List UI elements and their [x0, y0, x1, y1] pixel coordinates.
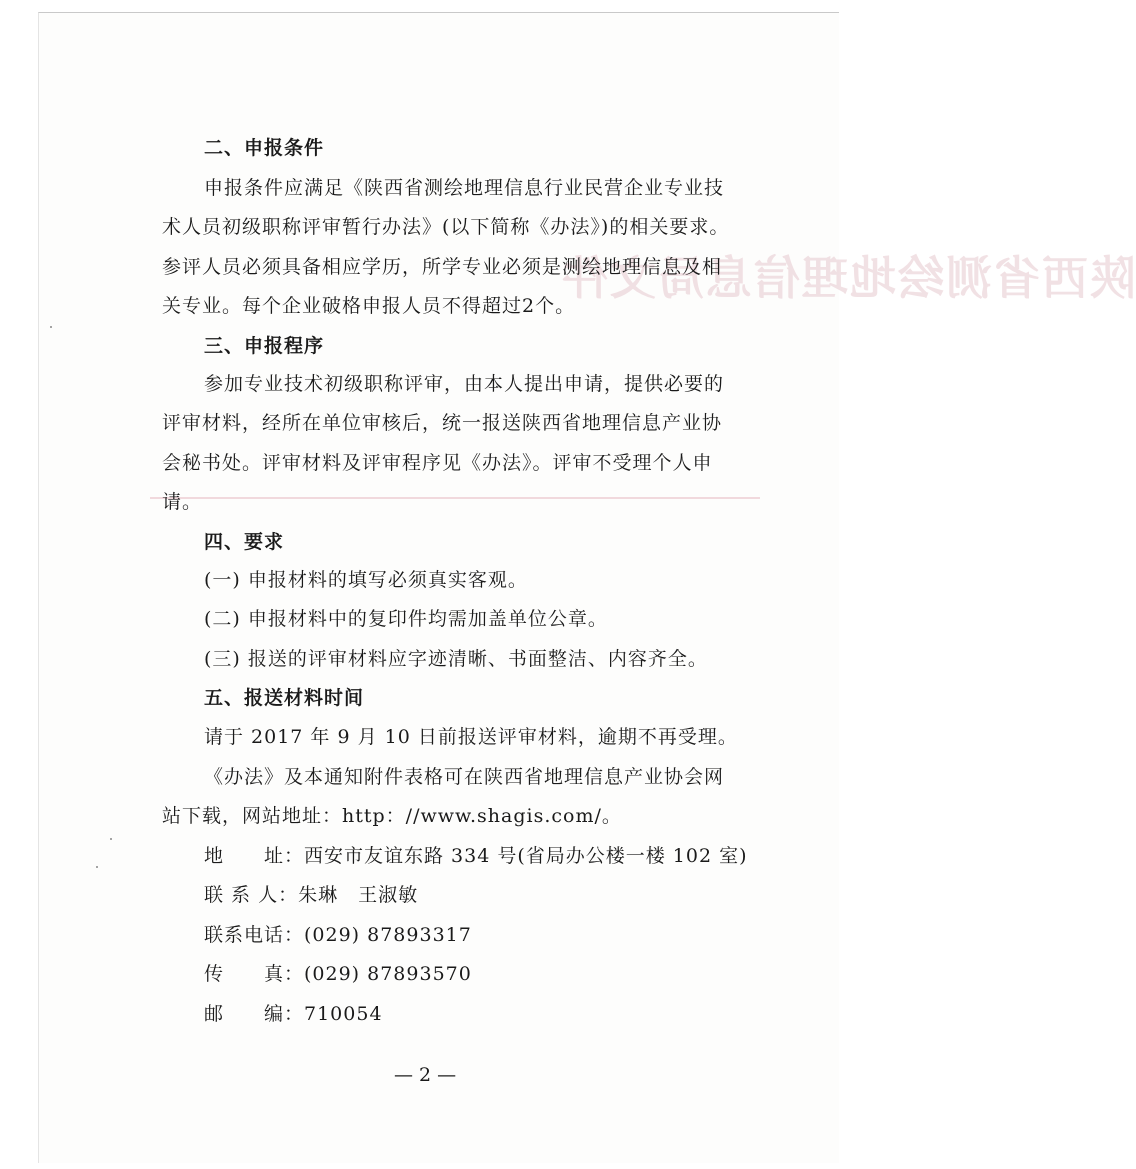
- bleed-through-text: 陕西省测绘地理信息局文件: [560, 251, 1136, 305]
- scan-speck: [110, 838, 112, 840]
- requirement-item: (二) 申报材料中的复印件均需加盖单位公章。: [204, 608, 608, 630]
- contact-fax: 传 真：(029) 87893570: [204, 963, 472, 985]
- section-heading-3: 三、申报程序: [204, 335, 325, 357]
- paragraph-line: 评审材料，经所在单位审核后，统一报送陕西省地理信息产业协: [162, 412, 723, 434]
- paragraph-line: 术人员初级职称评审暂行办法》(以下简称《办法》)的相关要求。: [162, 216, 730, 238]
- paragraph-line: 关专业。每个企业破格申报人员不得超过2个。: [162, 295, 576, 317]
- paragraph-line: 请于 2017 年 9 月 10 日前报送评审材料，逾期不再受理。: [204, 726, 738, 748]
- scan-speck: [50, 326, 52, 328]
- paragraph-line: 请。: [162, 491, 203, 513]
- scan-speck: [96, 866, 98, 868]
- section-heading-5: 五、报送材料时间: [204, 687, 365, 709]
- contact-postcode: 邮 编：710054: [204, 1003, 383, 1025]
- section-heading-4: 四、要求: [204, 531, 285, 553]
- bleed-through-rule: [150, 497, 760, 499]
- paragraph-line: 会秘书处。评审材料及评审程序见《办法》。评审不受理个人申: [162, 452, 713, 474]
- website-line: 站下载，网站地址：http：//www.shagis.com/。: [162, 805, 622, 827]
- paragraph-line: 申报条件应满足《陕西省测绘地理信息行业民营企业专业技: [204, 177, 725, 199]
- section-heading-2: 二、申报条件: [204, 137, 325, 159]
- contact-address: 地 址：西安市友谊东路 334 号(省局办公楼一楼 102 室): [204, 845, 748, 867]
- paragraph-line: 《办法》及本通知附件表格可在陕西省地理信息产业协会网: [204, 766, 725, 788]
- page-number: — 2 —: [394, 1064, 457, 1086]
- paragraph-line: 参评人员必须具备相应学历，所学专业必须是测绘地理信息及相: [162, 256, 723, 278]
- requirement-item: (三) 报送的评审材料应字迹清晰、书面整洁、内容齐全。: [204, 648, 708, 670]
- contact-phone: 联系电话：(029) 87893317: [204, 924, 472, 946]
- contact-person: 联 系 人：朱琳 王淑敏: [204, 884, 419, 906]
- requirement-item: (一) 申报材料的填写必须真实客观。: [204, 569, 528, 591]
- paragraph-line: 参加专业技术初级职称评审，由本人提出申请，提供必要的: [204, 373, 725, 395]
